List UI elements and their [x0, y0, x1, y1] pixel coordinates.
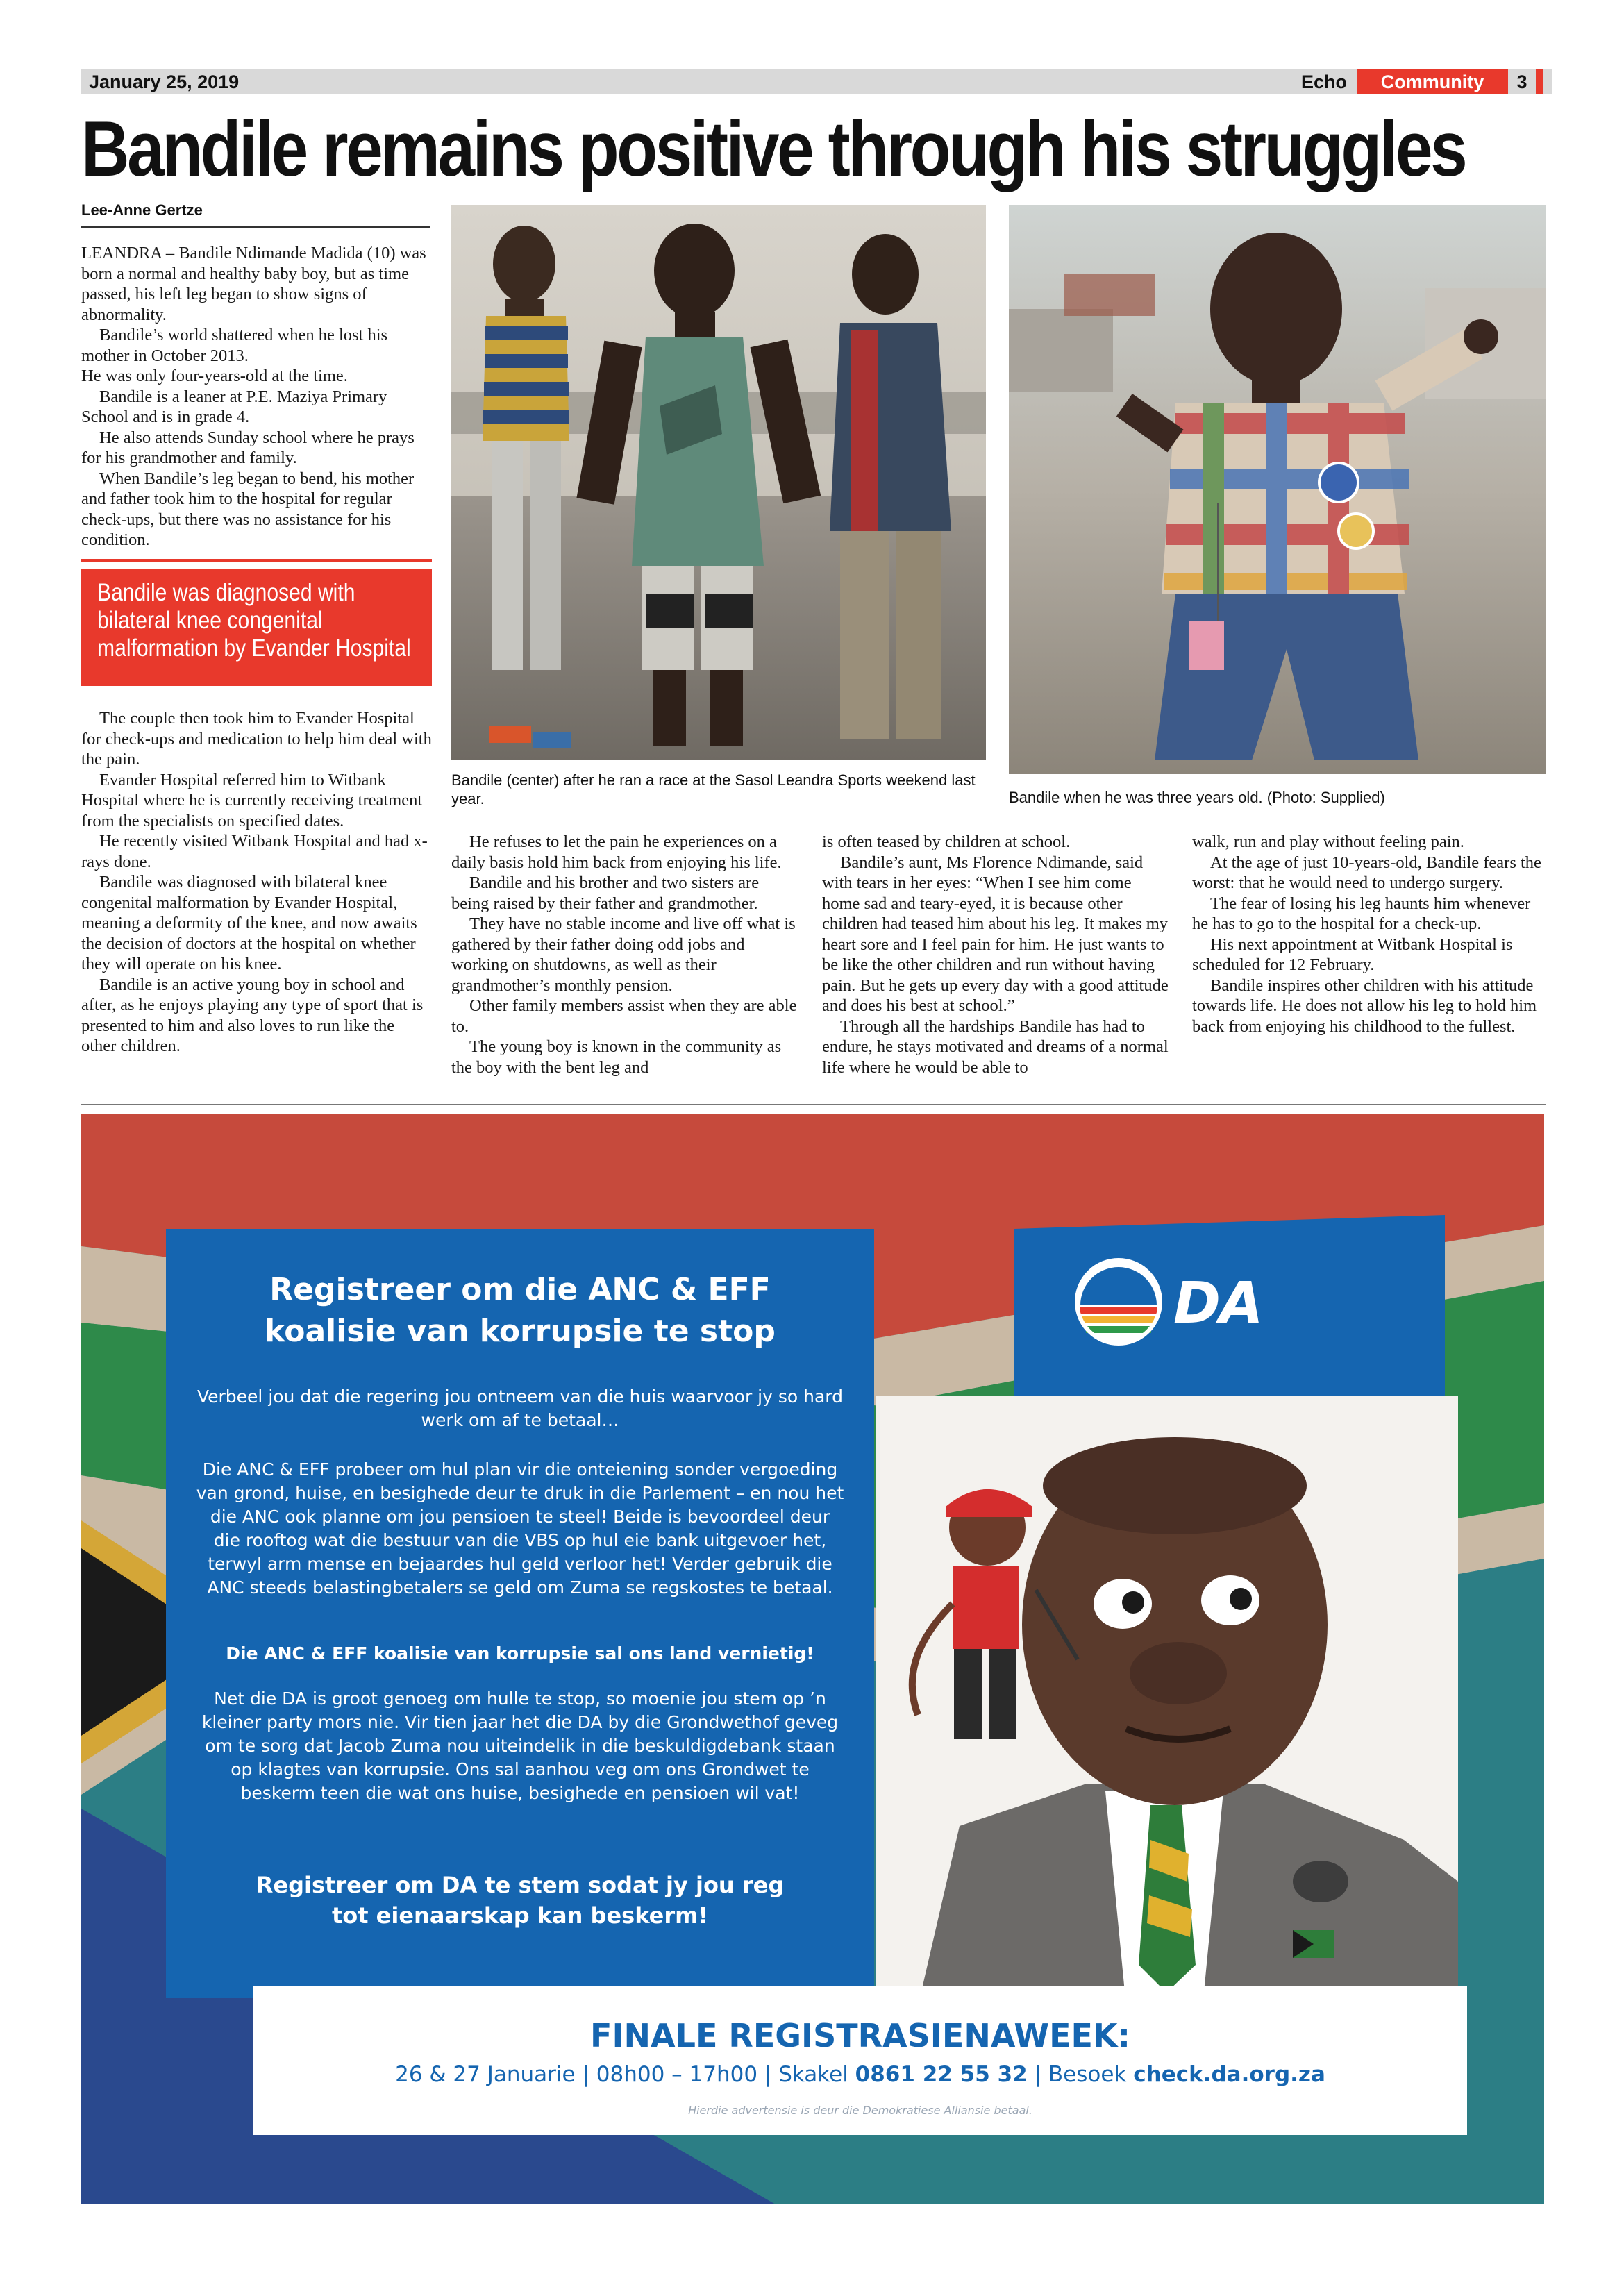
paragraph: Bandile’s aunt, Ms Florence Ndimande, said with tears in her eyes: “When I see him come home sad and teary-eyed, it is because other children had teased him about his leg. It makes my heart sore and I feel pain for him. He just wants to be like the other children and run without having pain. But he gets up every day with a good attitude and does his best at school.” — [822, 853, 1169, 1015]
article-column-4 — [1192, 832, 1546, 1037]
byline-divider — [81, 226, 430, 228]
ad-paragraph-emphasis: Die ANC & EFF koalisie van korrupsie sal ons land vernietig! — [226, 1643, 814, 1664]
page-divider — [81, 1104, 1546, 1105]
headline: Bandile remains positive through his struggles — [81, 106, 1466, 192]
ad-call-to-action — [194, 1870, 846, 1931]
cartoon-illustration — [876, 1396, 1458, 2006]
photo-caption: Bandile when he was three years old. (Photo: Supplied) — [1009, 789, 1385, 806]
pull-quote-rule — [81, 559, 432, 562]
paragraph: His next appointment at Witbank Hospital is scheduled for 12 February. — [1192, 935, 1513, 974]
ad-paragraph: Die ANC & EFF probeer om hul plan vir die onteiening sonder vergoeding van grond, huise, en besighede deur te druk in die Parlement – en nou het die ANC ook planne om jou pensioen te steel! Beide is bevoordeel deur die rooftog wat die bestuur van die VBS op hul eie bank uitgevoer het, terwyl arm mense en bejaardes hul geld verloor het! Verder gebruik die ANC steeds belastingbetalers se geld om Zuma se regskostes te betaal. — [196, 1459, 844, 1598]
ad-cta-line: tot eienaarskap kan beskerm! — [331, 1902, 709, 1929]
article-column-3 — [822, 832, 1171, 1078]
paragraph: is often teased by children at school. — [822, 832, 1071, 851]
paragraph: He also attends Sunday school where he prays for his grandmother and family. — [81, 428, 415, 467]
photo-illustration — [451, 205, 986, 760]
paragraph: Bandile was diagnosed with bilateral knee congenital malformation by Evander Hospital, meaning a deformity of the knee, and now awaits the decision of doctors at the hospital on whether they will operate on his knee. — [81, 873, 417, 973]
paragraph: Through all the hardships Bandile has had to endure, he stays motivated and dreams of a normal life where he would be able to — [822, 1016, 1169, 1077]
pull-quote-line: malformation by Evander Hospital — [97, 635, 411, 662]
section-label: Community — [1357, 69, 1508, 94]
ad-title-line: koalisie van korrupsie te stop — [265, 1314, 776, 1349]
ad-cartoon — [876, 1396, 1458, 2006]
byline: Lee-Anne Gertze — [81, 201, 203, 219]
ad-title — [184, 1269, 856, 1352]
ad-disclaimer: Hierdie advertensie is deur die Demokratiese Alliansie betaal. — [688, 2104, 1032, 2117]
ad-paragraph: Net die DA is groot genoeg om hulle te stop, so moenie jou stem op ’n kleiner party mors nie. Vir tien jaar het die DA by die Grondwethof geveg om te sorg dat Jacob Zuma nou uiteindelik in die beskuldigdebank staan op klagtes van korrupsie. Ons sal aanhou veg om ons Grondwet te beskerm teen die wat ons huise, besighede en pensioen wil vat! — [201, 1689, 839, 1803]
photo-bandile-toddler — [1009, 205, 1546, 774]
paragraph: Bandile inspires other children with his attitude towards life. He does not allow his leg to hold him back from enjoying his childhood to the fullest. — [1192, 975, 1537, 1036]
paragraph: Bandile’s world shattered when he lost his mother in October 2013. — [81, 326, 388, 365]
ad-cta-line: Registreer om DA te stem sodat jy jou reg — [256, 1872, 785, 1898]
issue-date: January 25, 2019 — [89, 72, 240, 92]
ad-paragraph: Verbeel jou dat die regering jou ontneem van die huis waarvoor jy so hard werk om af te betaal… — [196, 1386, 844, 1430]
ad-dates-text: 26 & 27 Januarie | 08h00 – 17h00 | Skakel — [395, 2062, 855, 2087]
paragraph: He was only four-years-old at the time. — [81, 367, 348, 385]
page-number: 3 — [1516, 72, 1527, 92]
pull-quote-line: Bandile was diagnosed with — [97, 579, 355, 606]
paragraph: LEANDRA – Bandile Ndimande Madida (10) was born a normal and healthy baby boy, but as time passed, his left leg began to show signs of abnormality. — [81, 244, 426, 324]
paragraph: At the age of just 10-years-old, Bandile fears the worst: that he would need to undergo surgery. — [1192, 853, 1541, 892]
article-column-1-bottom — [81, 708, 432, 1057]
ad-separator-text: | Besoek — [1027, 2062, 1134, 2087]
ad-registration-title: FINALE REGISTRASIENAWEEK: — [590, 2017, 1130, 2054]
photo-bandile-after-race — [451, 205, 986, 760]
paragraph: Evander Hospital referred him to Witbank Hospital where he is currently receiving treatment from the specialists on specified dates. — [81, 770, 423, 830]
paragraph: walk, run and play without feeling pain. — [1192, 832, 1464, 851]
paragraph: He refuses to let the pain he experiences on a daily basis hold him back from enjoying his life. — [451, 832, 782, 872]
ad-phone-number[interactable]: 0861 22 55 32 — [855, 2062, 1028, 2087]
paragraph: Other family members assist when they are able to. — [451, 996, 797, 1036]
article-column-1-top — [81, 243, 432, 551]
da-logo-wordmark: DA — [1173, 1271, 1262, 1336]
paragraph: When Bandile’s leg began to bend, his mother and father took him to the hospital for regular check-ups, but there was no assistance for his condition. — [81, 469, 415, 549]
ad-registration-details — [253, 2062, 1467, 2087]
photo-caption: Bandile (center) after he ran a race at the Sasol Leandra Sports weekend last year. — [451, 771, 976, 807]
ad-title-line: Registreer om die ANC & EFF — [269, 1272, 771, 1307]
paragraph: Bandile is an active young boy in school and after, as he enjoys playing any type of sport that is presented to him and also loves to run like the other children. — [81, 975, 424, 1055]
paragraph: The fear of losing his leg haunts him whenever he has to go to the hospital for a check-up. — [1192, 894, 1531, 933]
header-accent — [1536, 69, 1543, 94]
paragraph: The young boy is known in the community as the boy with the bent leg and — [451, 1037, 782, 1077]
paragraph: Bandile is a leaner at P.E. Maziya Primary School and is in grade 4. — [81, 387, 387, 426]
paragraph: The couple then took him to Evander Hospital for check-ups and medication to help him deal with the pain. — [81, 709, 432, 769]
pull-quote-line: bilateral knee congenital — [97, 607, 323, 634]
article-column-2 — [451, 832, 800, 1078]
ad-website-link[interactable]: check.da.org.za — [1133, 2062, 1325, 2087]
paragraph: They have no stable income and live off what is gathered by their father doing odd jobs and working on shutdowns, as well as their grandmother’s monthly pension. — [451, 914, 796, 995]
publication-name: Echo — [1300, 72, 1347, 92]
pull-quote — [97, 579, 411, 662]
photo-illustration — [1009, 205, 1546, 774]
paragraph: Bandile and his brother and two sisters are being raised by their father and grandmother. — [451, 873, 760, 913]
paragraph: He recently visited Witbank Hospital and had x-rays done. — [81, 832, 428, 871]
